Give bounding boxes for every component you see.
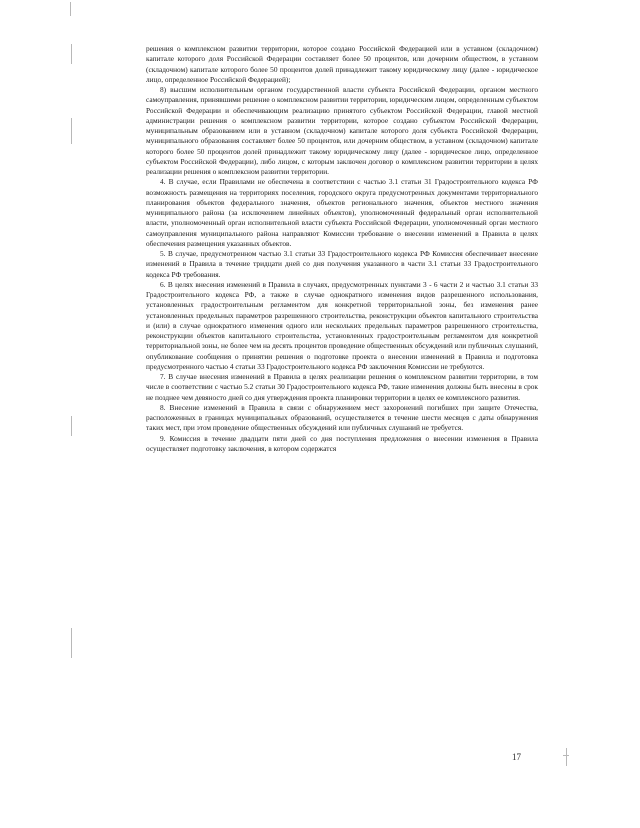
scan-artifact-right-2	[563, 755, 569, 756]
paragraph-7: 7. В случае внесения изменений в Правила в целях реализации решения о комплексном развитии территории, в том числе в соответствии с частью 5.2 статьи 30 Градостроительного кодекса РФ, такие изменения должны быть внесены в срок не позднее чем девяносто дней со дня утверждения проекта планировки территории в целях ее комплексного развития.	[146, 372, 538, 402]
paragraph-4: 4. В случае, если Правилами не обеспечена в соответствии с частью 3.1 статьи 31 Градостроительного кодекса РФ возможность размещения на территориях поселения, городского округа предусмотренных документами территориального планирования объектов федерального значения, объектов регионального значения, объектов местного значения муниципального района (за исключением линейных объектов), уполномоченный федеральный орган исполнительной власти, уполномоченный орган исполнительной власти субъекта Российской Федерации, уполномоченный орган местного самоуправления муниципального района направляют Комиссии требование о внесении изменений в Правила в целях обеспечения размещения указанных объектов.	[146, 177, 538, 248]
scan-artifact-top	[70, 2, 71, 16]
paragraph-5: 5. В случае, предусмотренном частью 3.1 статьи 33 Градостроительного кодекса РФ Комиссия обеспечивает внесение изменений в Правила в течение тридцати дней со дня получения указанного в части 3.1 статьи 33 Градостроительного кодекса РФ требования.	[146, 249, 538, 279]
scan-artifact-left-4	[71, 628, 72, 658]
paragraph-item-8: 8) высшим исполнительным органом государственной власти субъекта Российской Федерации, органом местного самоуправления, принявшими решение о комплексном развитии территории, юридическим лицом, определенным субъектом Российской Федерации и обеспечивающим реализацию принятого субъектом Российской Федерации, главой местной администрации решения о комплексном развитии территории, которое создано субъектом Российской Федерации, муниципальным образованием или в уставном (складочном) капитале которого доля субъекта Российской Федерации, муниципального образования составляет более 50 процентов, или дочерним обществом, в уставном (складочном) капитале которого более 50 процентов долей принадлежит такому юридическому лицу (далее - юридическое лицо, определенное субъектом Российской Федерации), либо лицом, с которым заключен договор о комплексном развитии территории в целях реализации решения о комплексном развитии территории.	[146, 85, 538, 176]
scan-artifact-left-1	[71, 44, 72, 64]
paragraph-6: 6. В целях внесения изменений в Правила в случаях, предусмотренных пунктами 3 - 6 части 2 и частью 3.1 статьи 33 Градостроительного кодекса РФ, а также в случае однократного изменения видов разрешенного использования, установленных градостроительным регламентом для конкретной территориальной зоны, без изменения ранее установленных предельных параметров разрешенного строительства, реконструкции объектов капитального строительства и (или) в случае однократного изменения одного или нескольких предельных параметров разрешенного строительства, реконструкции объектов капитального строительства, установленных градостроительным регламентом для конкретной территориальной зоны, не более чем на десять процентов проведение общественных обсуждений или публичных слушаний, опубликование сообщения о принятии решения о подготовке проекта о внесении изменений в Правила и подготовка предусмотренного частью 4 статьи 33 Градостроительного кодекса РФ заключения Комиссии не требуются.	[146, 279, 538, 371]
paragraph-9: 9. Комиссия в течение двадцати пяти дней со дня поступления предложения о внесении изменения в Правила осуществляет подготовку заключения, в котором содержатся	[146, 433, 538, 453]
page-number: 17	[512, 752, 521, 762]
document-body	[146, 44, 538, 454]
scan-artifact-left-2	[71, 118, 72, 144]
paragraph-8: 8. Внесение изменений в Правила в связи с обнаружением мест захоронений погибших при защите Отечества, расположенных в границах муниципальных образований, осуществляется в течение шести месяцев с даты обнаружения таких мест, при этом проведение общественных обсуждений или публичных слушаний не требуется.	[146, 402, 538, 433]
scan-artifact-right-1	[566, 748, 567, 766]
paragraph-continuation: решения о комплексном развитии территории, которое создано Российской Федерацией или в уставном (складочном) капитале которого доля Российской Федерации составляет более 50 процентов, или дочерним обществом, в уставном (складочном) капитале которого более 50 процентов долей принадлежит такому юридическому лицу (далее - юридическое лицо, определенное Российской Федерацией);	[146, 44, 538, 84]
scan-artifact-left-3	[71, 416, 72, 436]
